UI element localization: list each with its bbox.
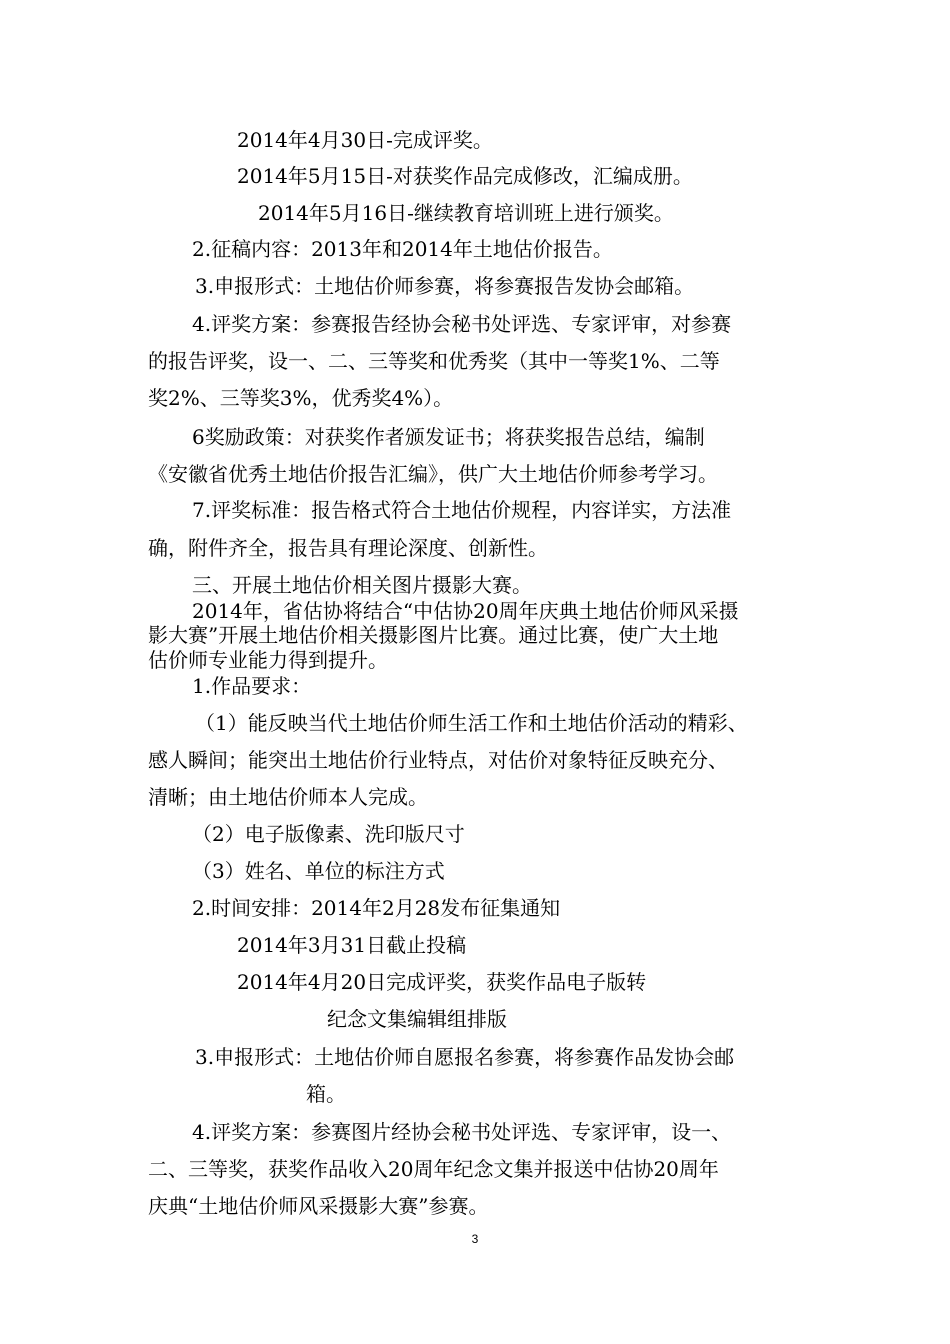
text-line: 影大赛”开展土地估价相关摄影图片比赛。通过比赛，使广大土地 [148,623,719,647]
text-line: 纪念文集编辑组排版 [327,1007,507,1031]
text-line: （3）姓名、单位的标注方式 [192,859,445,883]
text-line: 6奖励政策：对获奖作者颁发证书；将获奖报告总结，编制 [192,425,705,449]
text-line: 3.申报形式：土地估价师自愿报名参赛，将参赛作品发协会邮 [195,1045,735,1069]
text-line: 箱。 [306,1082,346,1106]
text-line: 2014年3月31日截止投稿 [237,933,467,957]
text-line: 的报告评奖，设一、二、三等奖和优秀奖（其中一等奖1%、二等 [148,349,720,373]
text-line: 清晰；由土地估价师本人完成。 [148,785,428,809]
text-line: 7.评奖标准：报告格式符合土地估价规程，内容详实，方法准 [192,498,732,522]
text-line: 感人瞬间；能突出土地估价行业特点，对估价对象特征反映充分、 [148,748,728,772]
text-line: 4.评奖方案：参赛图片经协会秘书处评选、专家评审，设一、 [192,1120,732,1144]
text-line: 二、三等奖，获奖作品收入20周年纪念文集并报送中估协20周年 [148,1157,719,1181]
text-line: 奖2%、三等奖3%，优秀奖4%）。 [148,386,454,410]
text-line: 庆典“土地估价师风采摄影大赛”参赛。 [148,1194,489,1218]
text-line: 2014年4月20日完成评奖，获奖作品电子版转 [237,970,647,994]
text-line: 3.申报形式：土地估价师参赛，将参赛报告发协会邮箱。 [195,274,695,298]
text-line: 2014年5月15日-对获奖作品完成修改，汇编成册。 [237,164,693,188]
text-line: 2.征稿内容：2013年和2014年土地估价报告。 [192,237,613,261]
text-line: （1）能反映当代土地估价师生活工作和土地估价活动的精彩、 [195,711,748,735]
text-line: 1.作品要求： [192,674,312,698]
text-line: （2）电子版像素、洗印版尺寸 [192,822,465,846]
text-line: 2014年4月30日-完成评奖。 [237,128,493,152]
text-line: 2014年，省估协将结合“中估协20周年庆典土地估价师风采摄 [192,599,739,623]
text-line: 确，附件齐全，报告具有理论深度、创新性。 [148,536,548,560]
text-line: 4.评奖方案：参赛报告经协会秘书处评选、专家评审，对参赛 [192,312,732,336]
text-line: 估价师专业能力得到提升。 [148,648,388,672]
page-number: 3 [471,1232,479,1246]
section-heading: 三、开展土地估价相关图片摄影大赛。 [192,573,532,597]
text-line: 《安徽省优秀土地估价报告汇编》，供广大土地估价师参考学习。 [148,462,718,486]
text-line: 2014年5月16日-继续教育培训班上进行颁奖。 [258,201,674,225]
text-line: 2.时间安排：2014年2月28发布征集通知 [192,896,561,920]
